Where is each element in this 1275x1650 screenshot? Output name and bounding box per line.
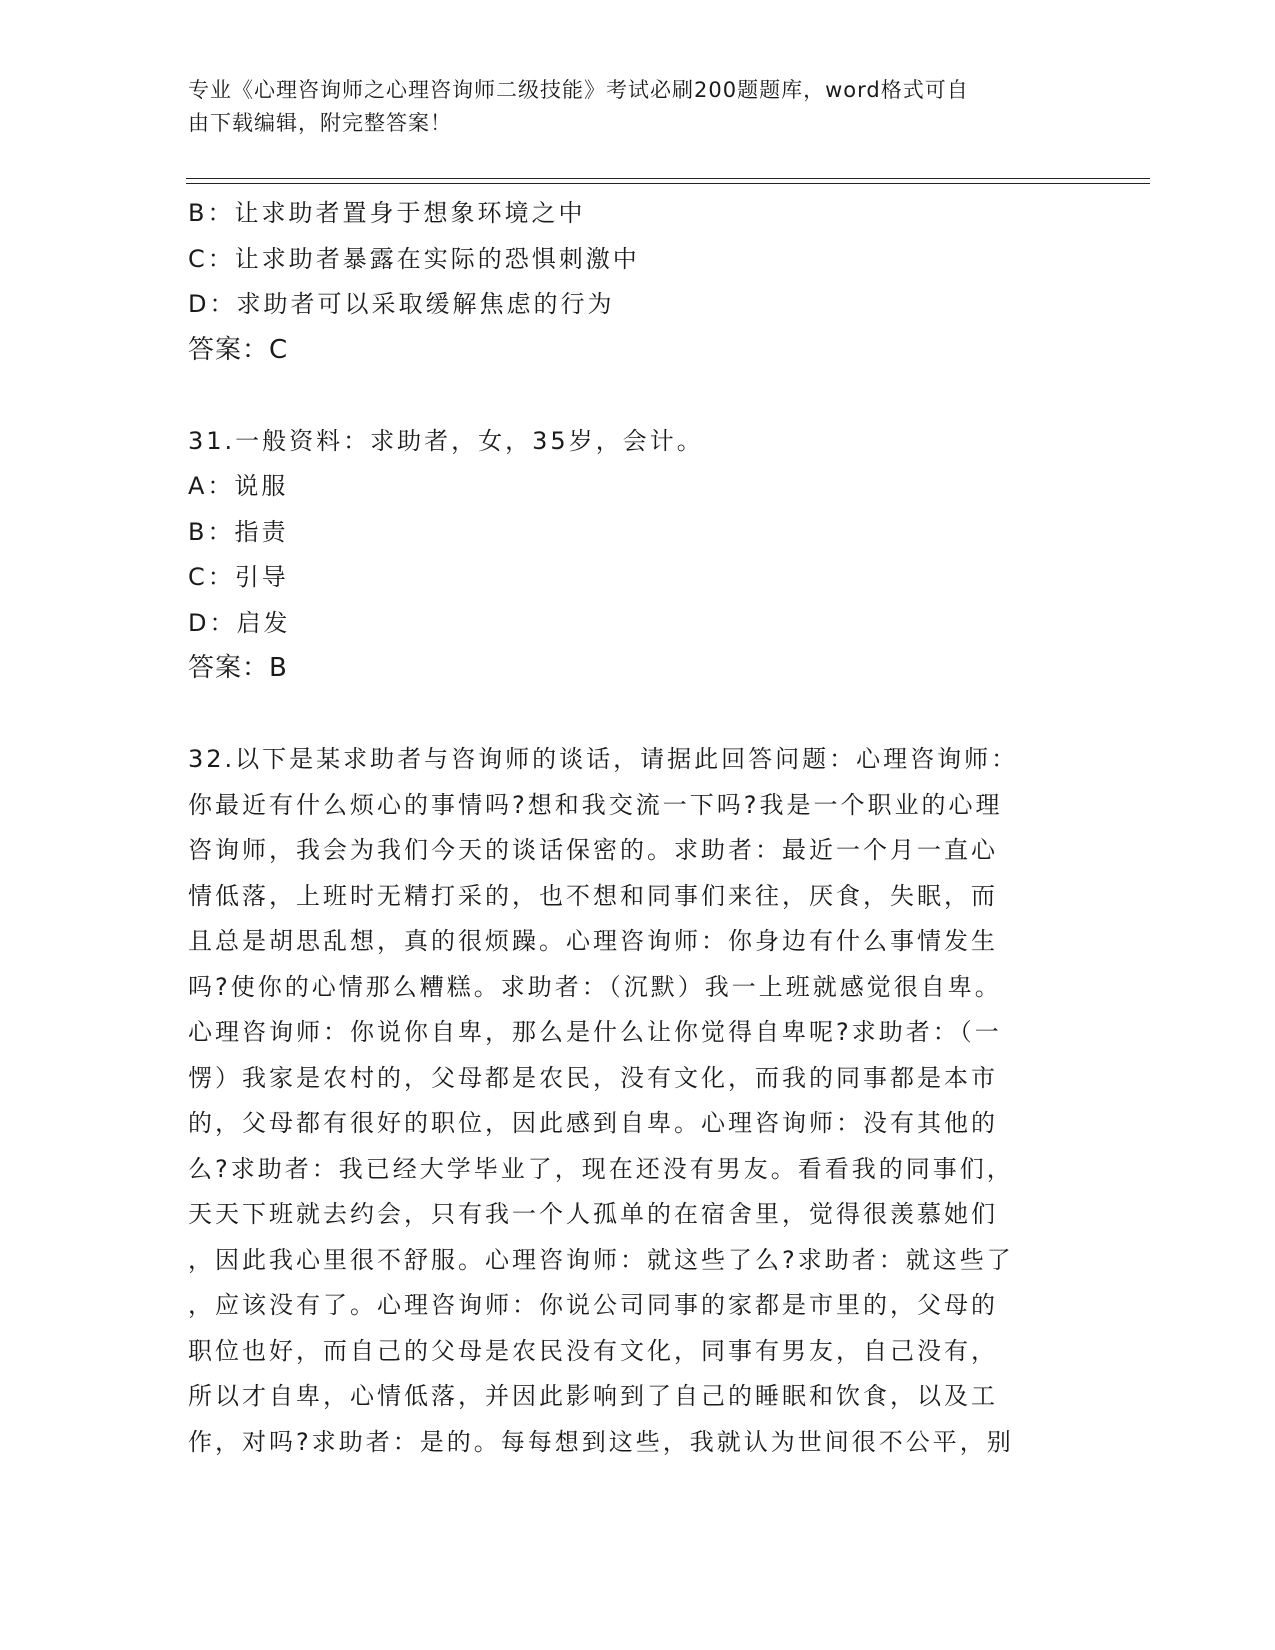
- question-stem-line: 且总是胡思乱想，真的很烦躁。心理咨询师：你身边有什么事情发生: [188, 927, 998, 955]
- option-b: B：让求助者置身于想象环境之中: [188, 199, 586, 227]
- answer: 答案：B: [188, 653, 288, 683]
- question-stem-line: 吗?使你的心情那么糟糕。求助者：（沉默）我一上班就感觉很自卑。: [188, 972, 1002, 1001]
- question-stem-line: 咨询师，我会为我们今天的谈话保密的。求助者：最近一个月一直心: [188, 836, 998, 864]
- document-body: [188, 191, 1078, 1465]
- question-stem-line: ，应该没有了。心理咨询师：你说公司同事的家都是市里的，父母的: [188, 1291, 998, 1319]
- option-a: A：说服: [188, 472, 289, 500]
- question-stem-line: 的，父母都有很好的职位，因此感到自卑。心理咨询师：没有其他的: [188, 1109, 998, 1137]
- question-stem-line: 你最近有什么烦心的事情吗?想和我交流一下吗?我是一个职业的心理: [188, 790, 1003, 819]
- header-divider-bottom: [186, 183, 1150, 184]
- question-31: [188, 419, 1078, 692]
- question-stem-line: ，因此我心里很不舒服。心理咨询师：就这些了么?求助者：就这些了: [188, 1245, 1014, 1274]
- question-stem: 31.一般资料：求助者，女，35岁，会计。: [188, 426, 704, 455]
- answer: 答案：C: [188, 334, 289, 365]
- spacer: [188, 373, 1078, 419]
- question-stem-line: 心理咨询师：你说你自卑，那么是什么让你觉得自卑呢?求助者：（一: [188, 1018, 1002, 1046]
- option-d: D：求助者可以采取缓解焦虑的行为: [188, 290, 615, 318]
- question-stem-line: 情低落，上班时无精打采的，也不想和同事们来往，厌食，失眠，而: [188, 881, 998, 910]
- header-line-2: 由下载编辑，附完整答案！: [188, 111, 452, 135]
- option-d: D：启发: [188, 608, 291, 637]
- question-stem-line: 32.以下是某求助者与咨询师的谈话，请据此回答问题：心理咨询师：: [188, 745, 1019, 773]
- option-b: B：指责: [188, 517, 289, 546]
- question-stem-line: 职位也好，而自己的父母是农民没有文化，同事有男友，自己没有，: [188, 1336, 998, 1365]
- question-stem-line: 所以才自卑，心情低落，并因此影响到了自己的睡眠和饮食，以及工: [188, 1382, 998, 1410]
- spacer: [188, 692, 1078, 738]
- question-stem-line: 么?求助者：我已经大学毕业了，现在还没有男友。看看我的同事们，: [188, 1154, 1014, 1183]
- question-stem-line: 愣）我家是农村的，父母都是农民，没有文化，而我的同事都是本市: [188, 1063, 998, 1092]
- option-c: C：引导: [188, 563, 289, 591]
- option-c: C：让求助者暴露在实际的恐惧刺激中: [188, 244, 640, 273]
- header-divider-top: [186, 178, 1150, 179]
- question-stem-line: 作，对吗?求助者：是的。每每想到这些，我就认为世间很不公平，别: [188, 1427, 1014, 1456]
- question-32: [188, 737, 1078, 1465]
- header-line-1: 专业《心理咨询师之心理咨询师二级技能》考试必刷200题题库，word格式可自: [188, 78, 969, 102]
- document-header: [188, 74, 1068, 140]
- question-stem-line: 天天下班就去约会，只有我一个人孤单的在宿舍里，觉得很羡慕她们: [188, 1200, 998, 1228]
- question-30: [188, 191, 1078, 373]
